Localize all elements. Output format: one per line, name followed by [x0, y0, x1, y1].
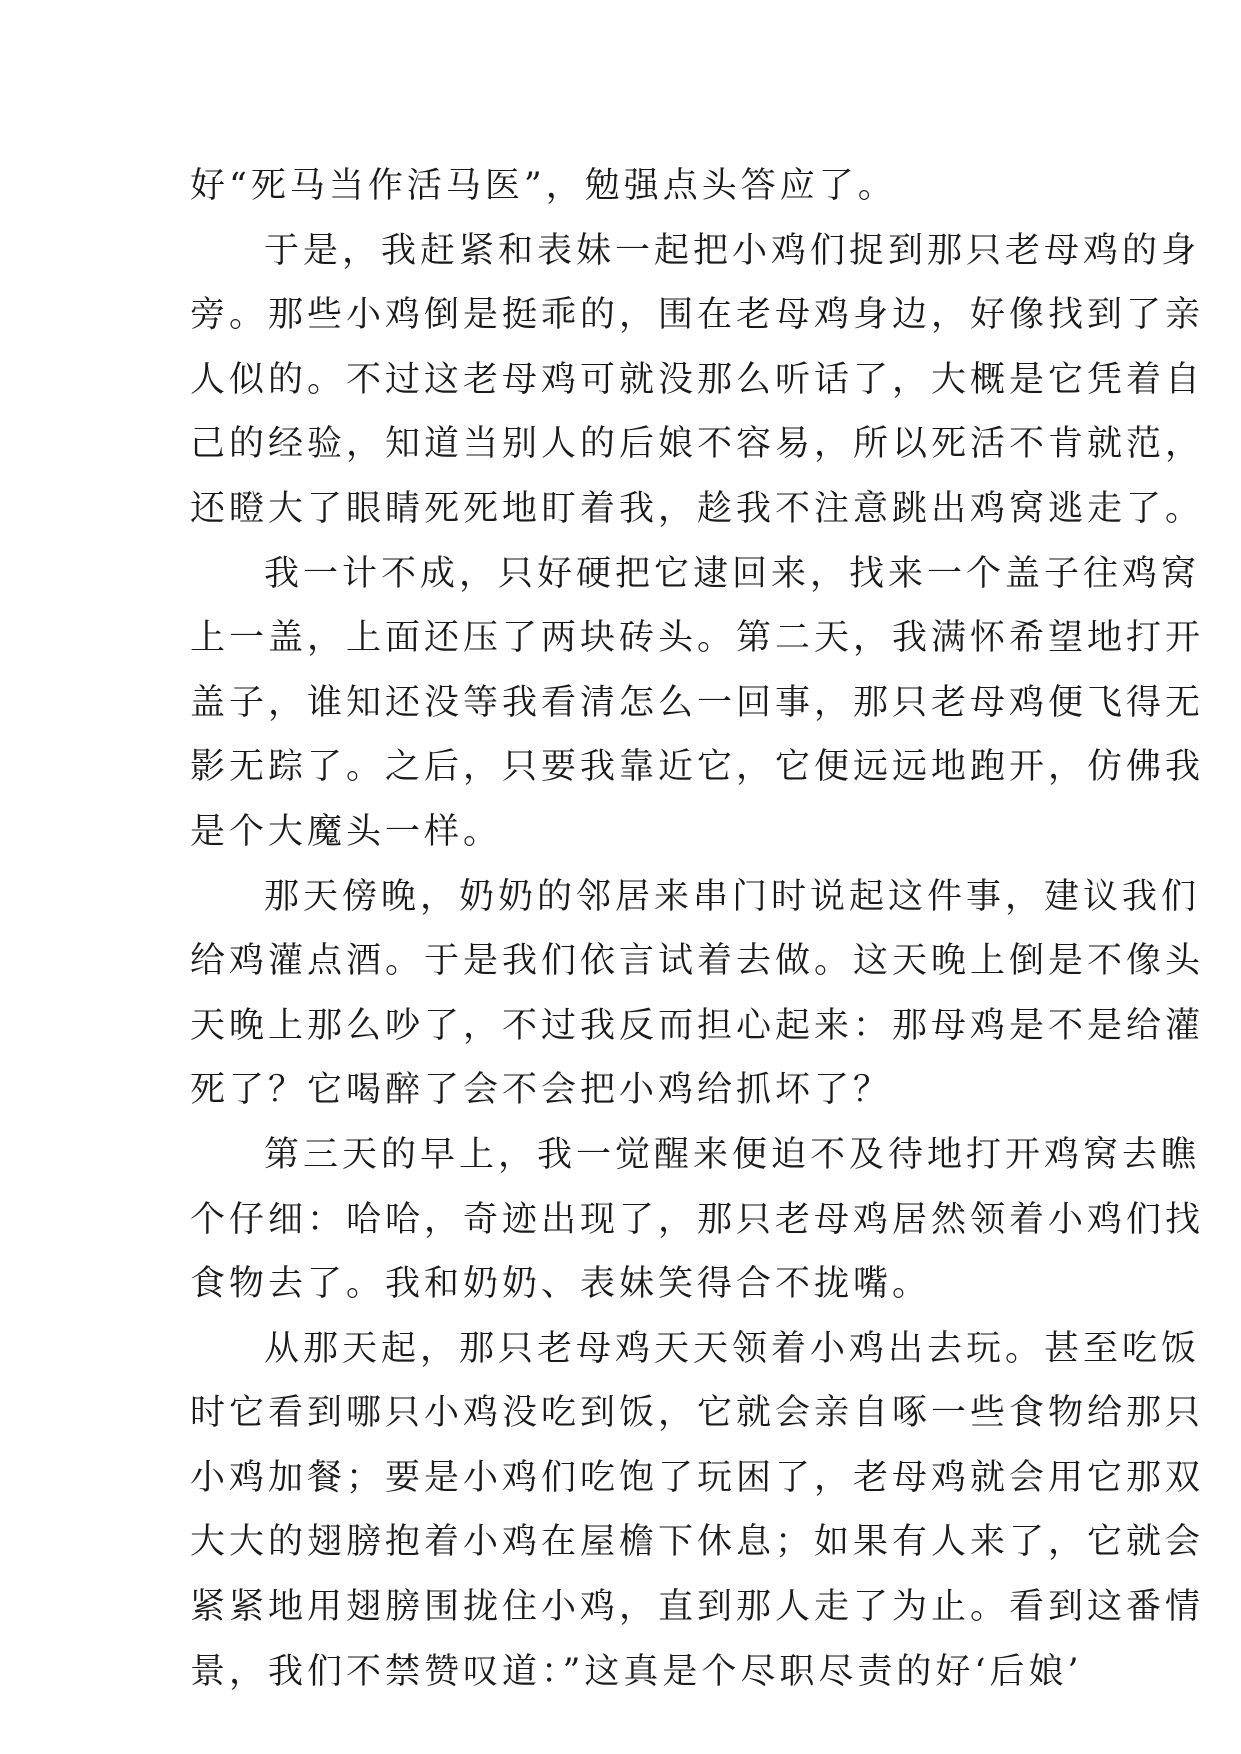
- text-line: 影无踪了。之后，只要我靠近它，它便远远地跑开，仿佛我: [190, 747, 1205, 788]
- text-line: 那天傍晚，奶奶的邻居来串门时说起这件事，建议我们: [264, 876, 1201, 917]
- text-line: 己的经验，知道当别人的后娘不容易，所以死活不肯就范，: [190, 424, 1205, 465]
- text-line: 是个大魔头一样。: [190, 811, 503, 852]
- text-line: 好“死马当作活马医”，勉强点头答应了。: [190, 166, 897, 206]
- text-line: 小鸡加餐；要是小鸡们吃饱了玩困了，老母鸡就会用它那双: [190, 1457, 1205, 1498]
- text-line: 给鸡灌点酒。于是我们依言试着去做。这天晚上倒是不像头: [190, 941, 1205, 982]
- text-line: 第三天的早上，我一觉醒来便迫不及待地打开鸡窝去瞧: [264, 1134, 1201, 1175]
- text-line: 食物去了。我和奶奶、表妹笑得合不拢嘴。: [190, 1264, 932, 1305]
- text-line: 天晚上那么吵了，不过我反而担心起来：那母鸡是不是给灌: [190, 1005, 1205, 1046]
- text-line: 旁。那些小鸡倒是挺乖的，围在老母鸡身边，好像找到了亲: [190, 295, 1205, 336]
- text-line: 紧紧地用翅膀围拢住小鸡，直到那人走了为止。看到这番情: [190, 1587, 1205, 1628]
- text-line: 时它看到哪只小鸡没吃到饭，它就会亲自啄一些食物给那只: [190, 1393, 1205, 1434]
- text-line: 景，我们不禁赞叹道：”这真是个尽职尽责的好‘后娘’: [190, 1651, 1083, 1692]
- text-line: 死了？它喝醉了会不会把小鸡给抓坏了？: [190, 1070, 893, 1111]
- text-line: 从那天起，那只老母鸡天天领着小鸡出去玩。甚至吃饭: [264, 1328, 1201, 1369]
- text-line: 上一盖，上面还压了两块砖头。第二天，我满怀希望地打开: [190, 618, 1205, 659]
- text-line: 于是，我赶紧和表妹一起把小鸡们捉到那只老母鸡的身: [264, 230, 1201, 271]
- text-line: 我一计不成，只好硬把它逮回来，找来一个盖子往鸡窝: [264, 553, 1201, 594]
- text-line: 个仔细：哈哈，奇迹出现了，那只老母鸡居然领着小鸡们找: [190, 1199, 1205, 1240]
- text-line: 人似的。不过这老母鸡可就没那么听话了，大概是它凭着自: [190, 359, 1205, 400]
- document-body: [190, 154, 1205, 1704]
- text-line: 大大的翅膀抱着小鸡在屋檐下休息；如果有人来了，它就会: [190, 1522, 1205, 1563]
- text-line: 盖子，谁知还没等我看清怎么一回事，那只老母鸡便飞得无: [190, 682, 1205, 723]
- text-line: 还瞪大了眼睛死死地盯着我，趁我不注意跳出鸡窝逃走了。: [190, 488, 1205, 529]
